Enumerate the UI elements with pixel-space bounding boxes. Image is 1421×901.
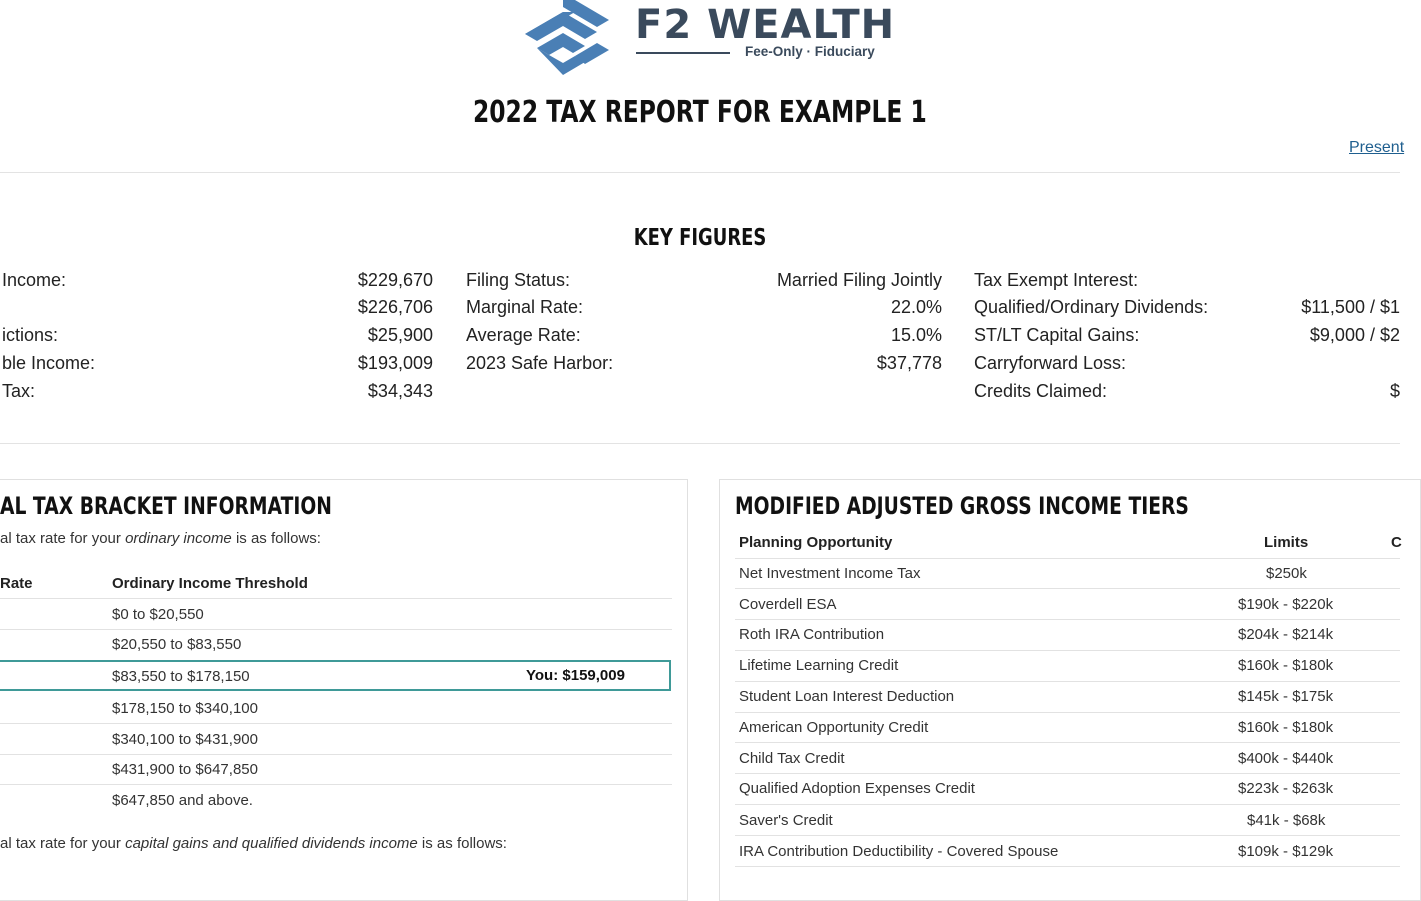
row-divider xyxy=(735,588,1400,589)
kf-row xyxy=(2,381,433,409)
kf-row xyxy=(466,297,942,325)
kf-row xyxy=(974,381,1400,409)
threshold-column-header: Ordinary Income Threshold xyxy=(112,575,308,592)
kf-value: $193,009 xyxy=(357,353,433,373)
bracket-threshold: $178,150 to $340,100 xyxy=(112,700,258,717)
row-divider xyxy=(0,598,672,599)
kf-row xyxy=(466,353,942,381)
opportunity-name: Saver's Credit xyxy=(739,812,833,829)
kf-label: Average Rate: xyxy=(466,325,581,345)
ordinary-income-intro xyxy=(0,530,321,547)
kf-value: Married Filing Jointly xyxy=(776,270,942,290)
divider-top xyxy=(0,172,1400,173)
kf-label: Credits Claimed: xyxy=(974,381,1108,401)
kf-value: $25,900 xyxy=(367,325,433,345)
kf-label: Tax Exempt Interest: xyxy=(974,270,1139,290)
f2-wealth-logo xyxy=(523,0,896,76)
intro-emphasis: capital gains and qualified dividends income xyxy=(125,835,418,852)
row-divider xyxy=(0,754,672,755)
bracket-threshold: $20,550 to $83,550 xyxy=(112,636,242,653)
key-figures-title xyxy=(0,225,1400,251)
row-divider xyxy=(735,712,1400,713)
kf-label: Income: xyxy=(2,270,67,290)
opportunity-name: Child Tax Credit xyxy=(739,750,845,767)
kf-row xyxy=(2,297,433,325)
opportunity-limit: $204k - $214k xyxy=(1238,626,1334,643)
kf-value: $229,670 xyxy=(357,270,433,290)
opportunity-name: IRA Contribution Deductibility - Covered Spouse xyxy=(739,843,1059,860)
you-income-marker: You: $159,009 xyxy=(526,667,625,684)
kf-row xyxy=(974,270,1400,298)
present-link[interactable]: Present xyxy=(1349,139,1405,156)
intro-emphasis: ordinary income xyxy=(125,530,232,547)
kf-row xyxy=(466,270,942,298)
opportunity-name: Coverdell ESA xyxy=(739,596,837,613)
kf-row xyxy=(2,353,433,381)
row-divider xyxy=(0,629,672,630)
bracket-threshold: $431,900 to $647,850 xyxy=(112,761,258,778)
kf-value: 22.0% xyxy=(890,297,942,317)
opportunity-name: Net Investment Income Tax xyxy=(739,565,921,582)
kf-value: $34,343 xyxy=(367,381,433,401)
intro-text: is as follows: xyxy=(231,530,321,547)
kf-row xyxy=(974,353,1400,381)
kf-row xyxy=(466,325,942,353)
kf-label: Carryforward Loss: xyxy=(974,353,1127,373)
bracket-threshold: $647,850 and above. xyxy=(112,792,253,809)
opportunity-name: Student Loan Interest Deduction xyxy=(739,688,955,705)
brand-rule xyxy=(636,52,730,54)
tax-bracket-title: AL TAX BRACKET INFORMATION xyxy=(0,492,332,520)
intro-text: al tax rate for your xyxy=(0,835,126,852)
bracket-threshold: $0 to $20,550 xyxy=(112,606,204,623)
kf-label: ST/LT Capital Gains: xyxy=(974,325,1140,345)
row-divider xyxy=(735,742,1400,743)
opportunity-limit: $190k - $220k xyxy=(1238,596,1334,613)
kf-label: Qualified/Ordinary Dividends: xyxy=(974,297,1209,317)
intro-text: al tax rate for your xyxy=(0,530,126,547)
kf-value: 15.0% xyxy=(890,325,942,345)
kf-row xyxy=(2,325,433,353)
opportunity-name: Qualified Adoption Expenses Credit xyxy=(739,780,975,797)
opportunity-limit: $400k - $440k xyxy=(1238,750,1334,767)
row-divider xyxy=(735,619,1400,620)
bracket-threshold: $340,100 to $431,900 xyxy=(112,731,258,748)
kf-label: ble Income: xyxy=(2,353,96,373)
row-divider xyxy=(735,866,1400,867)
kf-row xyxy=(974,297,1400,325)
intro-text: is as follows: xyxy=(417,835,507,852)
kf-value: $226,706 xyxy=(357,297,433,317)
kf-label: Filing Status: xyxy=(466,270,571,290)
kf-label: 2023 Safe Harbor: xyxy=(466,353,614,373)
kf-value: $ xyxy=(1389,381,1400,401)
kf-label: Marginal Rate: xyxy=(466,297,584,317)
rate-column-header: Rate xyxy=(0,575,33,592)
kf-label: Tax: xyxy=(2,381,36,401)
magi-tiers-title: MODIFIED ADJUSTED GROSS INCOME TIERS xyxy=(735,492,1189,520)
report-title xyxy=(0,95,1400,130)
opportunity-limit: $160k - $180k xyxy=(1238,657,1334,674)
row-divider xyxy=(735,804,1400,805)
brand-tagline: Fee-Only · Fiduciary xyxy=(745,44,875,59)
kf-row xyxy=(2,270,433,298)
key-figures-title-text: KEY FIGURES xyxy=(633,225,767,251)
planning-opportunity-header: Planning Opportunity xyxy=(739,534,893,551)
opportunity-name: Roth IRA Contribution xyxy=(739,626,885,643)
opportunity-limit: $223k - $263k xyxy=(1238,780,1334,797)
kf-label: ictions: xyxy=(2,325,59,345)
opportunity-name: American Opportunity Credit xyxy=(739,719,929,736)
third-column-header: C xyxy=(1391,534,1402,551)
bracket-threshold: $83,550 to $178,150 xyxy=(112,668,250,685)
opportunity-limit: $250k xyxy=(1266,565,1307,582)
opportunity-limit: $160k - $180k xyxy=(1238,719,1334,736)
row-divider xyxy=(0,723,672,724)
opportunity-limit: $109k - $129k xyxy=(1238,843,1334,860)
limits-header: Limits xyxy=(1264,534,1309,551)
opportunity-name: Lifetime Learning Credit xyxy=(739,657,899,674)
logo-mark-icon xyxy=(523,0,613,76)
kf-row xyxy=(974,325,1400,353)
row-divider xyxy=(735,681,1400,682)
row-divider xyxy=(735,773,1400,774)
kf-value: $37,778 xyxy=(876,353,942,373)
opportunity-limit: $145k - $175k xyxy=(1238,688,1334,705)
row-divider xyxy=(735,650,1400,651)
brand-name: F2 WEALTH xyxy=(635,2,896,48)
opportunity-limit: $41k - $68k xyxy=(1247,812,1326,829)
row-divider xyxy=(0,784,672,785)
capital-gains-intro xyxy=(0,835,507,852)
kf-value: $11,500 / $1 xyxy=(1301,297,1400,317)
kf-value: $9,000 / $2 xyxy=(1309,325,1400,345)
row-divider xyxy=(735,835,1400,836)
report-title-text: 2022 TAX REPORT FOR EXAMPLE 1 xyxy=(473,95,927,130)
divider-key-figures xyxy=(0,443,1400,444)
row-divider xyxy=(735,558,1400,559)
